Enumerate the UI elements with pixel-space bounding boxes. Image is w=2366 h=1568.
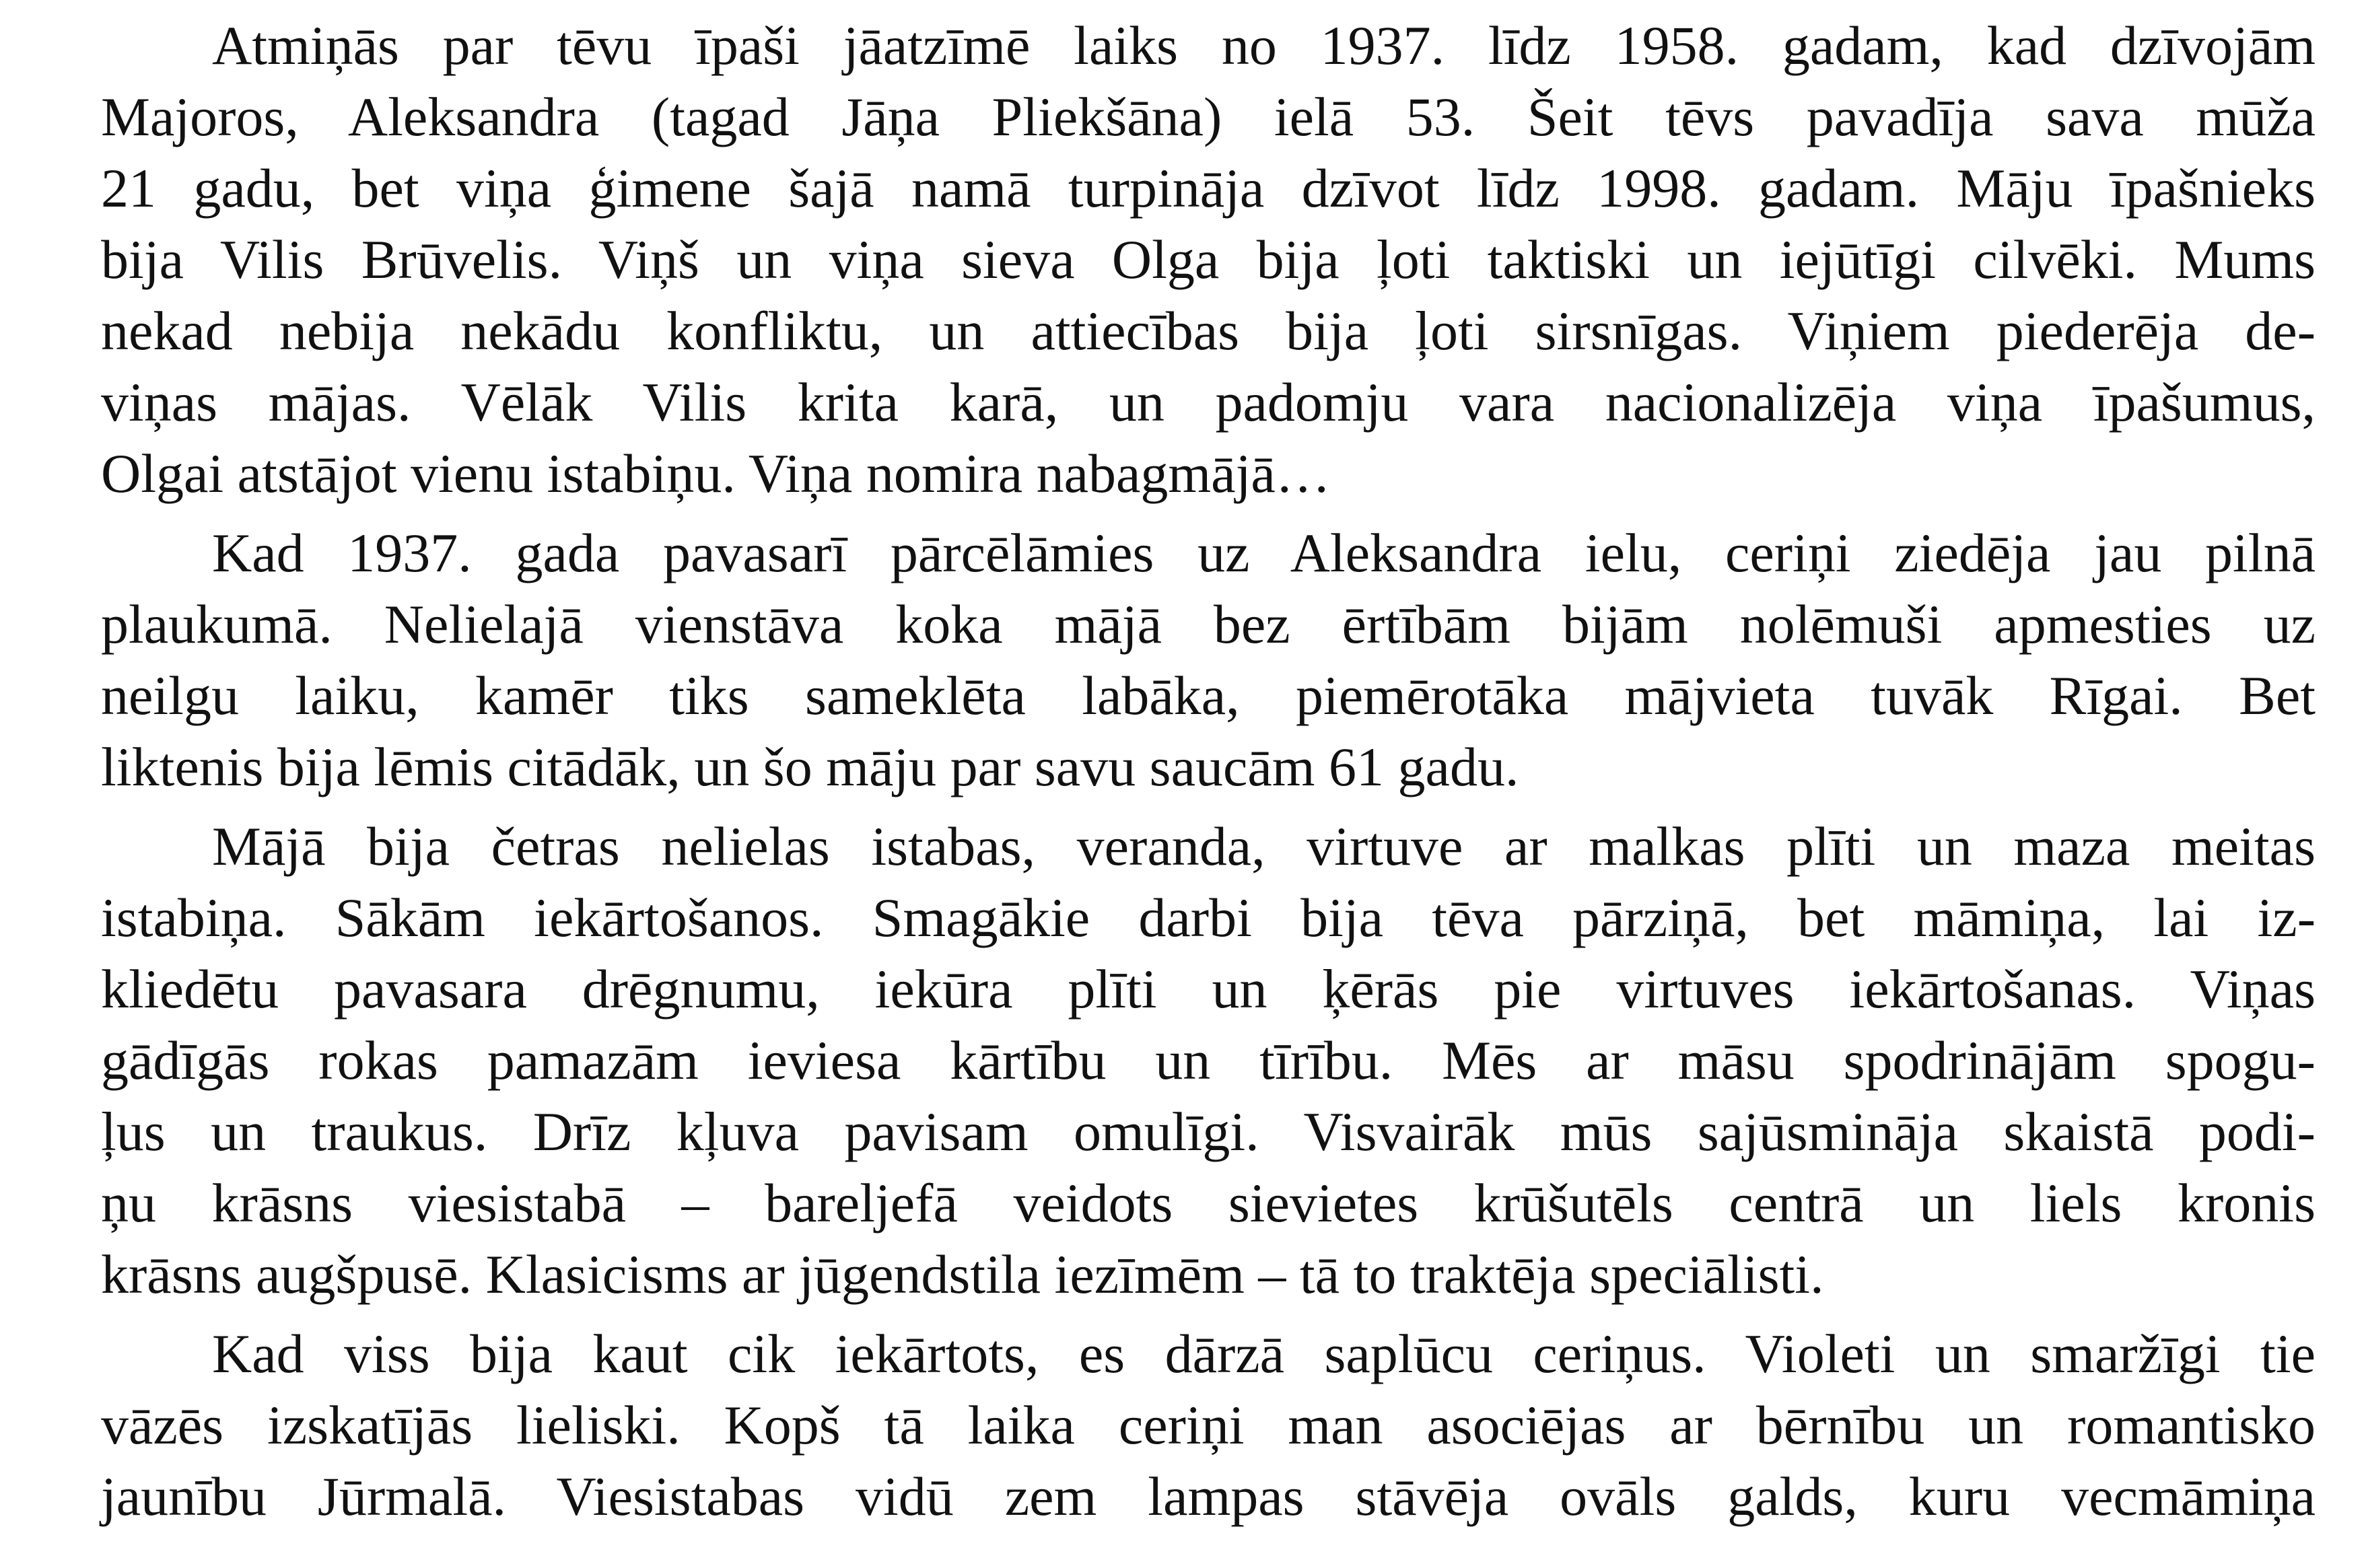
text-line: Mājā bija četras nelielas istabas, veranda, virtuve ar malkas plīti un maza meitas [212, 816, 2316, 877]
text-line: ņu krāsns viesistabā – bareljefā veidots sievietes krūšutēls centrā un liels kronis [101, 1172, 2316, 1234]
paragraph [101, 1318, 2316, 1532]
text-line: nekad nebija nekādu konfliktu, un attiecības bija ļoti sirsnīgas. Viņiem piederēja de- [101, 300, 2316, 361]
text-line: Atmiņās par tēvu īpaši jāatzīmē laiks no 1937. līdz 1958. gadam, kad dzīvojām [212, 15, 2316, 76]
text-line: Majoros, Aleksandra (tagad Jāņa Pliekšāna) ielā 53. Šeit tēvs pavadīja sava mūža [101, 86, 2316, 147]
paragraph [101, 518, 2316, 803]
text-line: kliedētu pavasara drēgnumu, iekūra plīti un ķērās pie virtuves iekārtošanas. Viņas [101, 958, 2316, 1020]
text-line: Kad 1937. gada pavasarī pārcēlāmies uz Aleksandra ielu, ceriņi ziedēja jau pilnā [212, 522, 2316, 583]
paragraph [101, 811, 2316, 1310]
text-line: Kad viss bija kaut cik iekārtots, es dārzā saplūcu ceriņus. Violeti un smaržīgi tie [212, 1323, 2316, 1384]
text-line: gādīgās rokas pamazām ieviesa kārtību un tīrību. Mēs ar māsu spodrinājām spogu- [101, 1030, 2316, 1091]
text-line: 21 gadu, bet viņa ģimene šajā namā turpināja dzīvot līdz 1998. gadam. Māju īpašnieks [101, 157, 2316, 219]
text-line: vāzēs izskatījās lieliski. Kopš tā laika ceriņi man asociējas ar bērnību un romantisko [101, 1394, 2316, 1456]
text-line: neilgu laiku, kamēr tiks sameklēta labāka, piemērotāka mājvieta tuvāk Rīgai. Bet [101, 665, 2316, 726]
text-line: istabiņa. Sākām iekārtošanos. Smagākie darbi bija tēva pārziņā, bet māmiņa, lai iz- [101, 887, 2316, 948]
text-line: Olgai atstājot vienu istabiņu. Viņa nomira nabagmājā… [101, 443, 1331, 504]
text-line: ļus un traukus. Drīz kļuva pavisam omulīgi. Visvairāk mūs sajūsmināja skaistā podi- [101, 1101, 2316, 1162]
text-line: bija Vilis Brūvelis. Viņš un viņa sieva Olga bija ļoti taktiski un iejūtīgi cilvēki. Mums [101, 229, 2316, 290]
document-page [101, 10, 2316, 1532]
text-line: krāsns augšpusē. Klasicisms ar jūgendstila iezīmēm – tā to traktēja speciālisti. [101, 1244, 1824, 1305]
text-line: jaunību Jūrmalā. Viesistabas vidū zem lampas stāvēja ovāls galds, kuru vecmāmiņa [101, 1466, 2316, 1527]
text-line: plaukumā. Nelielajā vienstāva koka mājā bez ērtībām bijām nolēmuši apmesties uz [101, 594, 2316, 655]
text-line: viņas mājas. Vēlāk Vilis krita karā, un padomju vara nacionalizēja viņa īpašumus, [101, 371, 2316, 433]
paragraph [101, 10, 2316, 509]
text-line: liktenis bija lēmis citādāk, un šo māju par savu saucām 61 gadu. [101, 736, 1519, 797]
